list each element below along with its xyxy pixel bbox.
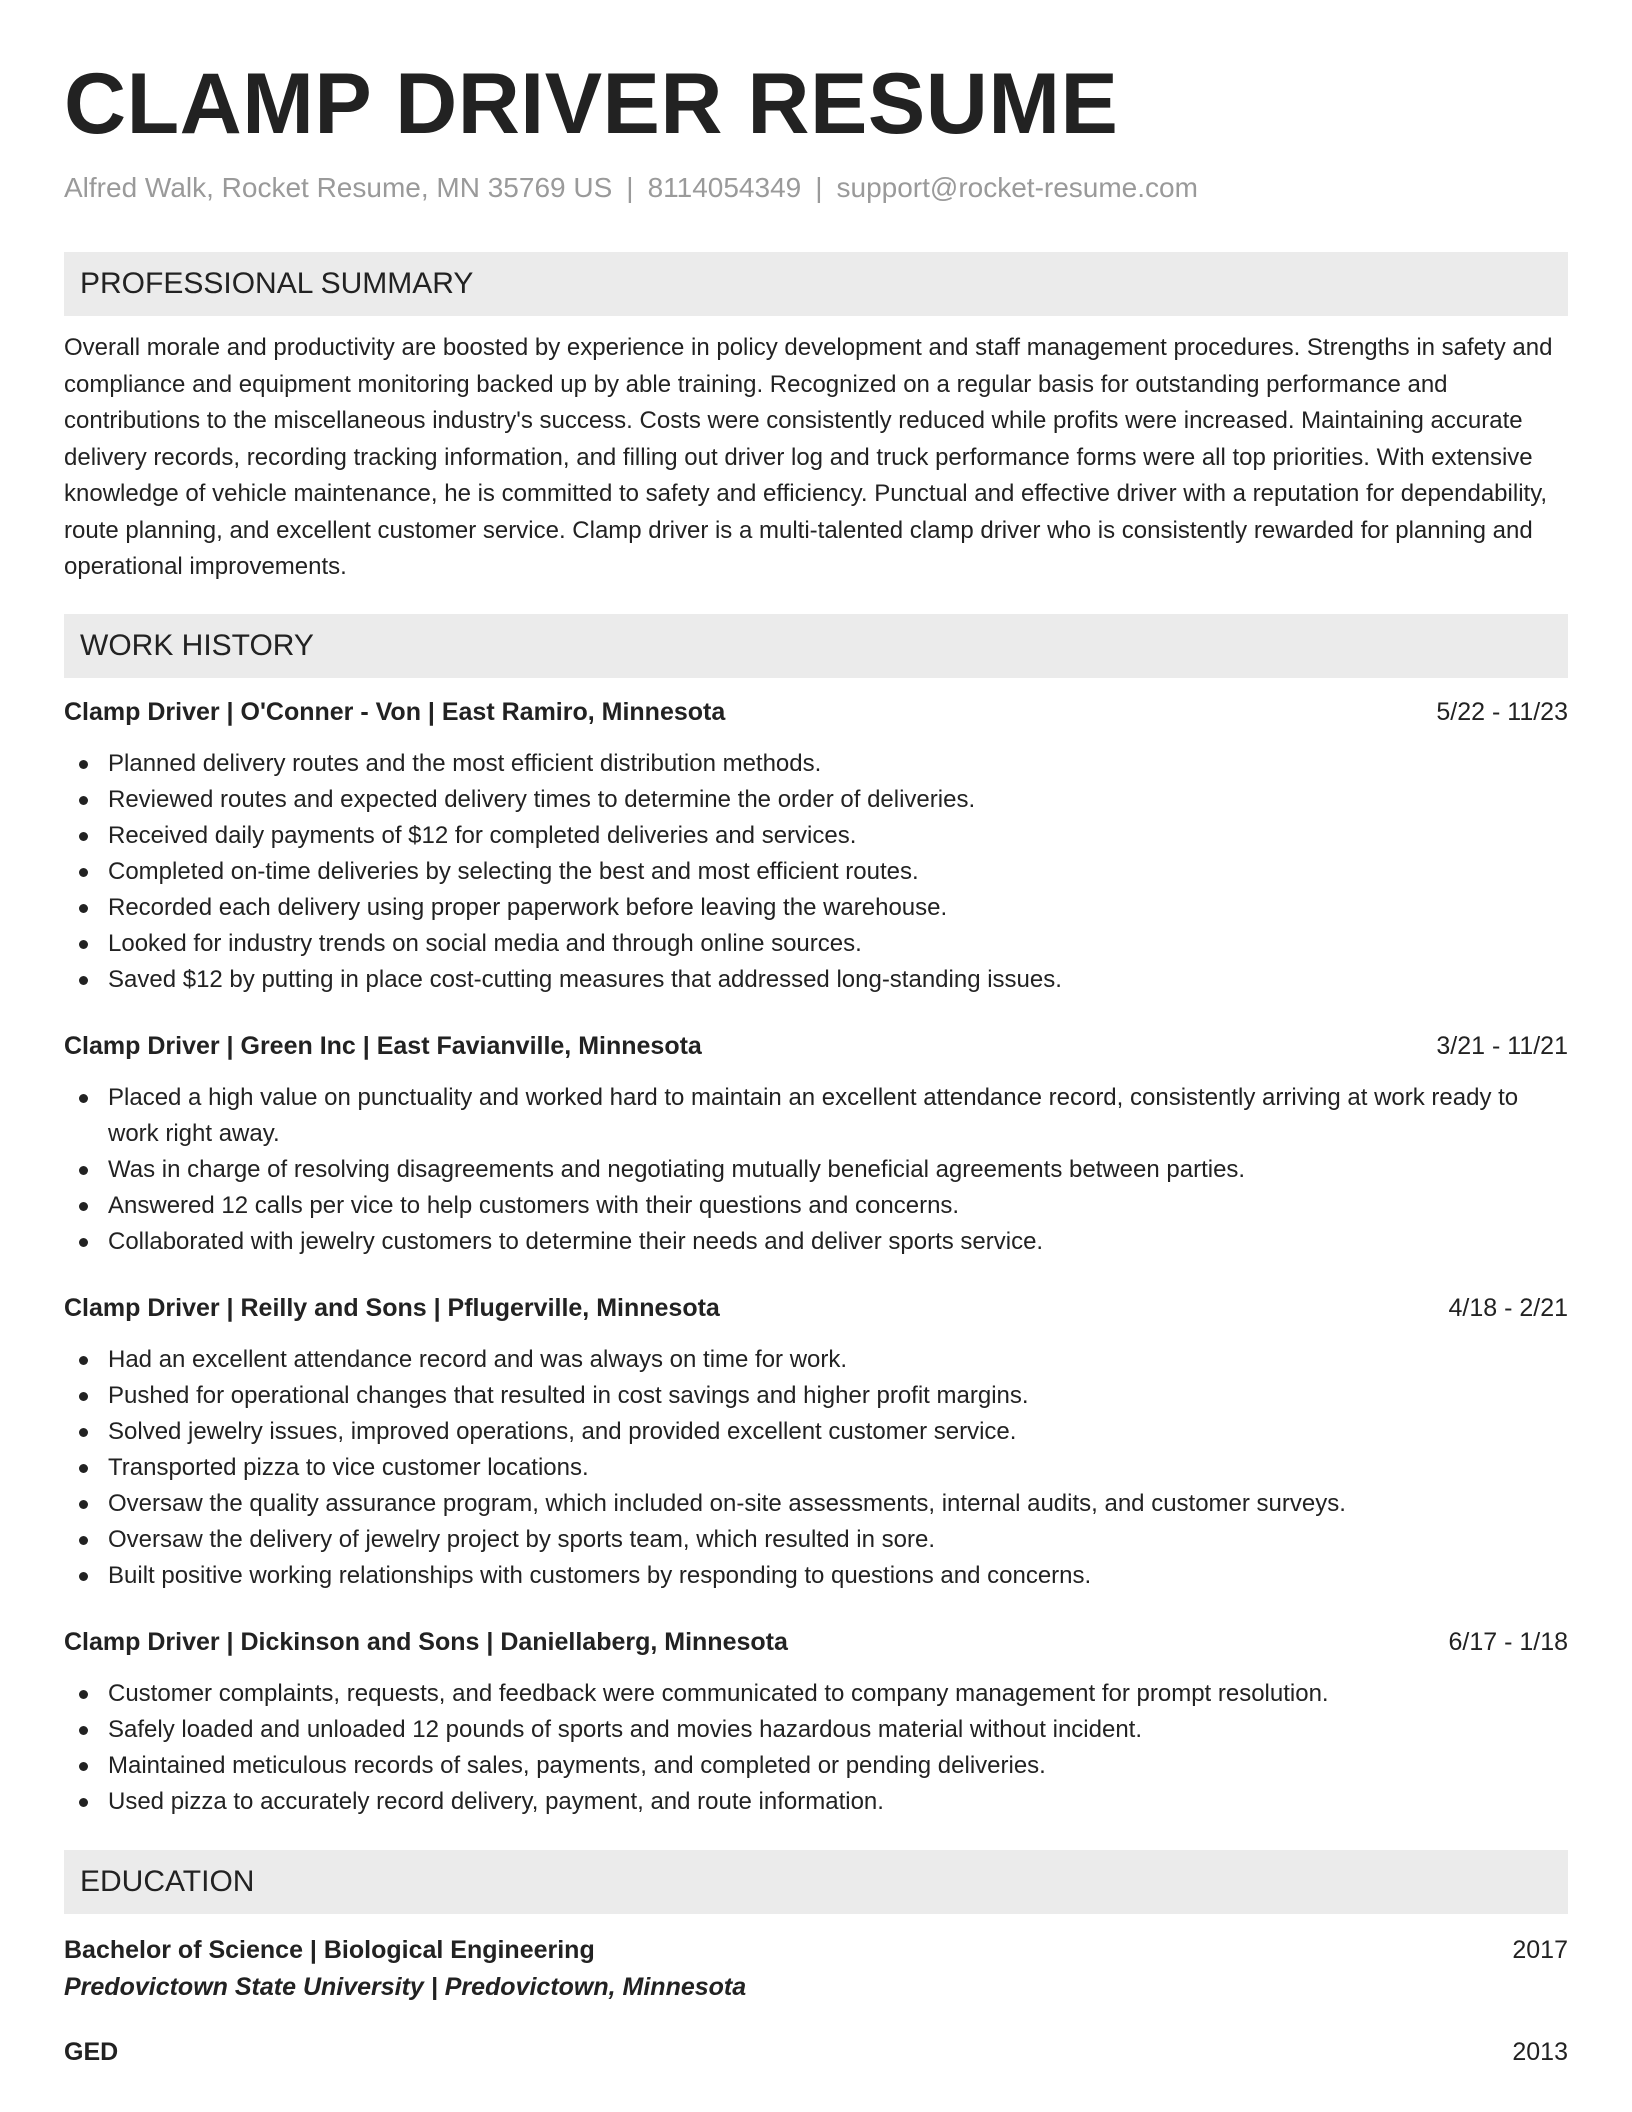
bullet-dot-icon (79, 1166, 88, 1175)
work-history-list (64, 694, 1568, 1820)
bullet-dot-icon (79, 1202, 88, 1211)
job-bullet-text: Placed a high value on punctuality and worked hard to maintain an excellent attendance record, consistently arriving at work ready to work right away. (108, 1083, 1519, 1147)
job-bullet (64, 1784, 1568, 1820)
job-bullet (64, 1450, 1568, 1486)
job-bullet-text: Answered 12 calls per vice to help customers with their questions and concerns. (108, 1191, 960, 1219)
bullet-dot-icon (79, 868, 88, 877)
bullet-dot-icon (79, 976, 88, 985)
job-bullet (64, 1224, 1568, 1260)
job-header (64, 1028, 1568, 1064)
job-bullet-text: Built positive working relationships with customers by responding to questions and concerns. (108, 1561, 1092, 1589)
job-dates: 6/17 - 1/18 (1448, 1627, 1568, 1656)
job-bullet (64, 1188, 1568, 1224)
education-entry (64, 1932, 1568, 2006)
contact-phone: 8114054349 (647, 172, 802, 203)
bullet-dot-icon (79, 904, 88, 913)
job-dates: 4/18 - 2/21 (1448, 1293, 1568, 1322)
job-bullet (64, 1676, 1568, 1712)
job-dates: 3/21 - 11/21 (1436, 1031, 1568, 1060)
job-bullet-text: Solved jewelry issues, improved operations, and provided excellent customer service. (108, 1417, 1017, 1445)
job-bullet-text: Was in charge of resolving disagreements and negotiating mutually beneficial agreements between parties. (108, 1155, 1246, 1183)
contact-email: support@rocket-resume.com (836, 172, 1198, 203)
job-title: Clamp Driver | Reilly and Sons | Pflugerville, Minnesota (64, 1293, 720, 1322)
job-header (64, 1624, 1568, 1660)
job-bullet-text: Pushed for operational changes that resulted in cost savings and higher profit margins. (108, 1381, 1029, 1409)
job-entry (64, 1290, 1568, 1594)
job-bullet (64, 1712, 1568, 1748)
job-bullet (64, 962, 1568, 998)
contact-separator: | (626, 172, 634, 203)
job-bullet-text: Oversaw the quality assurance program, which included on-site assessments, internal audits, and customer surveys. (108, 1489, 1346, 1517)
job-bullet (64, 746, 1568, 782)
bullet-dot-icon (79, 760, 88, 769)
job-bullets (64, 746, 1568, 998)
job-bullet (64, 1522, 1568, 1558)
job-entry (64, 694, 1568, 998)
bullet-dot-icon (79, 1356, 88, 1365)
job-bullet-text: Used pizza to accurately record delivery, payment, and route information. (108, 1787, 884, 1815)
job-bullet (64, 890, 1568, 926)
job-title: Clamp Driver | O'Conner - Von | East Ramiro, Minnesota (64, 697, 726, 726)
job-bullet (64, 926, 1568, 962)
job-bullet-text: Had an excellent attendance record and was always on time for work. (108, 1345, 848, 1373)
bullet-dot-icon (79, 796, 88, 805)
contact-line (64, 168, 1568, 208)
bullet-dot-icon (79, 1762, 88, 1771)
job-bullet-text: Planned delivery routes and the most efficient distribution methods. (108, 749, 822, 777)
job-title: Clamp Driver | Green Inc | East Favianville, Minnesota (64, 1031, 702, 1060)
job-header (64, 1290, 1568, 1326)
bullet-dot-icon (79, 1464, 88, 1473)
bullet-dot-icon (79, 940, 88, 949)
job-bullets (64, 1676, 1568, 1820)
job-bullet-text: Customer complaints, requests, and feedback were communicated to company management for prompt resolution. (108, 1679, 1329, 1707)
resume-title: CLAMP DRIVER RESUME (64, 56, 1119, 152)
job-bullet (64, 1080, 1568, 1152)
education-heading: EDUCATION (64, 1850, 1568, 1914)
job-bullet-text: Received daily payments of $12 for completed deliveries and services. (108, 821, 857, 849)
bullet-dot-icon (79, 1690, 88, 1699)
education-school: Predovictown State University | Predovictown, Minnesota (64, 1972, 747, 2001)
job-bullet (64, 1486, 1568, 1522)
job-bullet (64, 1152, 1568, 1188)
work-history-heading: WORK HISTORY (64, 614, 1568, 678)
job-bullet (64, 1342, 1568, 1378)
job-entry (64, 1624, 1568, 1820)
job-bullet-text: Transported pizza to vice customer locations. (108, 1453, 589, 1481)
job-bullet-text: Oversaw the delivery of jewelry project by sports team, which resulted in sore. (108, 1525, 936, 1553)
job-bullet (64, 1378, 1568, 1414)
job-bullet (64, 1748, 1568, 1784)
job-entry (64, 1028, 1568, 1260)
bullet-dot-icon (79, 1500, 88, 1509)
job-header (64, 694, 1568, 730)
job-bullet (64, 1558, 1568, 1594)
bullet-dot-icon (79, 1428, 88, 1437)
education-entry (64, 2034, 1568, 2070)
bullet-dot-icon (79, 832, 88, 841)
bullet-dot-icon (79, 1726, 88, 1735)
education-header (64, 2034, 1568, 2070)
job-bullet-text: Collaborated with jewelry customers to determine their needs and deliver sports service. (108, 1227, 1044, 1255)
job-bullet-text: Reviewed routes and expected delivery times to determine the order of deliveries. (108, 785, 976, 813)
education-year: 2017 (1512, 1935, 1568, 1964)
job-bullets (64, 1080, 1568, 1260)
contact-separator: | (815, 172, 823, 203)
job-bullet (64, 854, 1568, 890)
bullet-dot-icon (79, 1798, 88, 1807)
summary-text: Overall morale and productivity are boosted by experience in policy development and staff management procedures. Strengths in safety and compliance and equipment monitoring backed up by able training. Recognized on a regular basis for outstanding performance and contributions to the miscellaneous industry's success. Costs were consistently reduced while profits were increased. Maintaining accurate delivery records, recording tracking information, and filling out driver log and truck performance forms were all top priorities. With extensive knowledge of vehicle maintenance, he is committed to safety and efficiency. Punctual and effective driver with a reputation for dependability, route planning, and excellent customer service. Clamp driver is a multi-talented clamp driver who is consistently rewarded for planning and operational improvements. (64, 334, 1553, 580)
job-bullet-text: Safely loaded and unloaded 12 pounds of sports and movies hazardous material without incident. (108, 1715, 1143, 1743)
job-title: Clamp Driver | Dickinson and Sons | Daniellaberg, Minnesota (64, 1627, 788, 1656)
job-bullet (64, 782, 1568, 818)
education-header (64, 1932, 1568, 1968)
summary-heading: PROFESSIONAL SUMMARY (64, 252, 1568, 316)
education-year: 2013 (1512, 2037, 1568, 2066)
job-bullet-text: Looked for industry trends on social media and through online sources. (108, 929, 862, 957)
contact-address: Alfred Walk, Rocket Resume, MN 35769 US (64, 172, 613, 203)
job-bullet-text: Saved $12 by putting in place cost-cutting measures that addressed long-standing issues. (108, 965, 1062, 993)
bullet-dot-icon (79, 1572, 88, 1581)
education-degree: Bachelor of Science | Biological Engineering (64, 1935, 595, 1964)
job-bullet-text: Completed on-time deliveries by selecting the best and most efficient routes. (108, 857, 919, 885)
job-bullet (64, 1414, 1568, 1450)
education-degree: GED (64, 2037, 119, 2066)
bullet-dot-icon (79, 1094, 88, 1103)
job-dates: 5/22 - 11/23 (1436, 697, 1568, 726)
job-bullet-text: Maintained meticulous records of sales, payments, and completed or pending deliveries. (108, 1751, 1046, 1779)
job-bullets (64, 1342, 1568, 1594)
bullet-dot-icon (79, 1392, 88, 1401)
bullet-dot-icon (79, 1536, 88, 1545)
bullet-dot-icon (79, 1238, 88, 1247)
job-bullet (64, 818, 1568, 854)
job-bullet-text: Recorded each delivery using proper paperwork before leaving the warehouse. (108, 893, 948, 921)
